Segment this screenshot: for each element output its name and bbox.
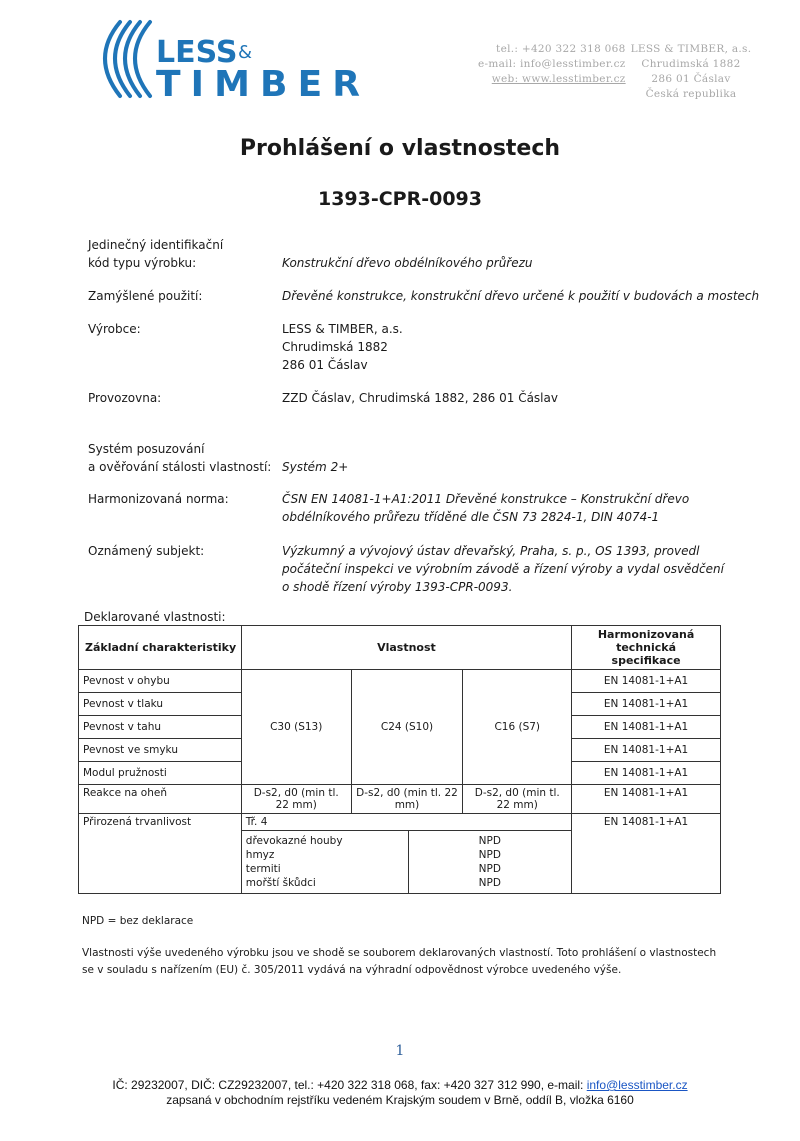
table-header-row xyxy=(79,626,721,670)
use-value: Dřevěné konstrukce, konstrukční dřevo určené k použití v budovách a mostech xyxy=(282,289,760,303)
system-label: Systém posuzování a ověřování stálosti vlastností: xyxy=(88,442,272,474)
declared-label: Deklarované vlastnosti: xyxy=(84,610,226,624)
header-characteristics: Základní charakteristiky xyxy=(79,626,242,670)
durability-class: Tř. 4 xyxy=(241,814,571,831)
address-country: Česká republika xyxy=(645,88,737,100)
spec-cell: EN 14081-1+A1 xyxy=(572,814,721,894)
maker-value: LESS & TIMBER, a.s. Chrudimská 1882 286 01 Čáslav xyxy=(282,322,403,372)
address-block xyxy=(630,42,752,102)
logo-timber-text: TIMBER xyxy=(156,64,360,100)
document-code: 1393-CPR-0093 xyxy=(317,188,483,210)
table-row xyxy=(79,814,721,831)
page-number: 1 xyxy=(395,1043,405,1059)
fire-value: D-s2, d0 (min tl. 22 mm) xyxy=(463,785,572,814)
fire-value: D-s2, d0 (min tl. 22 mm) xyxy=(351,785,463,814)
statement-text: Vlastnosti výše uvedeného výrobku jsou ve shodě se souborem deklarovaných vlastností. Toto prohlášení o vlastnostech se v souladu s nařízením (EU) č. 305/2011 vydává na výhradní odpovědnost výrobce uvedeného výše. xyxy=(82,947,717,976)
spec-cell: EN 14081-1+A1 xyxy=(572,739,721,762)
footer xyxy=(0,1078,800,1108)
footer-registry: zapsaná v obchodním rejstříku vedeném Krajským soudem v Brně, oddíl B, vložka 6160 xyxy=(166,1093,634,1107)
contact-phone: tel.: +420 322 318 068 xyxy=(496,43,626,55)
spec-cell: EN 14081-1+A1 xyxy=(572,785,721,814)
contact-email: e-mail: info@lesstimber.cz xyxy=(478,58,626,70)
header-property: Vlastnost xyxy=(241,626,571,670)
footer-email-link[interactable]: info@lesstimber.cz xyxy=(586,1078,688,1092)
address-street: Chrudimská 1882 xyxy=(641,58,741,70)
plant-value: ZZD Čáslav, Chrudimská 1882, 286 01 Čáslav xyxy=(282,391,558,405)
company-logo xyxy=(86,18,366,100)
char-cell: Pevnost ve smyku xyxy=(79,739,242,762)
npd-note: NPD = bez deklarace xyxy=(82,915,194,927)
char-cell: Modul pružnosti xyxy=(79,762,242,785)
system-value: Systém 2+ xyxy=(282,460,349,474)
contact-web[interactable]: web: www.lesstimber.cz xyxy=(491,73,626,85)
norm-value: ČSN EN 14081-1+A1:2011 Dřevěné konstrukce – Konstrukční dřevo obdélníkového průřezu tříděné dle ČSN 73 2824-1, DIN 4074-1 xyxy=(282,492,690,524)
spec-cell: EN 14081-1+A1 xyxy=(572,670,721,693)
header-specification: Harmonizovaná technická specifikace xyxy=(572,626,721,670)
class-c24: C24 (S10) xyxy=(351,670,463,785)
char-cell: Pevnost v ohybu xyxy=(79,670,242,693)
fire-label: Reakce na oheň xyxy=(79,785,242,814)
char-cell: Pevnost v tlaku xyxy=(79,693,242,716)
id-label: Jedinečný identifikační kód typu výrobku: xyxy=(88,238,224,270)
logo-less-text: LESS xyxy=(156,35,238,70)
address-company: LESS & TIMBER, a.s. xyxy=(630,43,752,55)
contact-block xyxy=(478,42,626,87)
properties-table xyxy=(78,625,721,894)
agents-list: dřevokazné houby hmyz termiti mořští škůdci xyxy=(241,831,408,894)
table-row xyxy=(79,670,721,693)
spec-cell: EN 14081-1+A1 xyxy=(572,762,721,785)
fire-value: D-s2, d0 (min tl. 22 mm) xyxy=(241,785,351,814)
document-title: Prohlášení o vlastnostech xyxy=(239,136,561,161)
use-label: Zamýšlené použití: xyxy=(88,289,203,303)
norm-label: Harmonizovaná norma: xyxy=(88,492,229,506)
logo-amp-text: & xyxy=(238,42,253,63)
class-c30: C30 (S13) xyxy=(241,670,351,785)
maker-label: Výrobce: xyxy=(88,322,141,336)
char-cell: Pevnost v tahu xyxy=(79,716,242,739)
durability-label: Přirozená trvanlivost xyxy=(79,814,242,894)
address-city: 286 01 Čáslav xyxy=(651,73,731,85)
spec-cell: EN 14081-1+A1 xyxy=(572,693,721,716)
id-value: Konstrukční dřevo obdélníkového průřezu xyxy=(282,256,533,270)
agents-npd: NPD NPD NPD NPD xyxy=(408,831,572,894)
body-value: Výzkumný a vývojový ústav dřevařský, Praha, s. p., OS 1393, provedl počáteční inspekci ve výrobním závodě a řízení výroby a vydal osvědčení o shodě řízení výroby 1393-CPR-0093. xyxy=(282,544,724,594)
class-c16: C16 (S7) xyxy=(463,670,572,785)
spec-cell: EN 14081-1+A1 xyxy=(572,716,721,739)
body-label: Oznámený subjekt: xyxy=(88,544,205,558)
plant-label: Provozovna: xyxy=(88,391,162,405)
table-row xyxy=(79,785,721,814)
footer-company-ids: IČ: 29232007, DIČ: CZ29232007, tel.: +420 322 318 068, fax: +420 327 312 990, e-mail: xyxy=(112,1078,587,1092)
